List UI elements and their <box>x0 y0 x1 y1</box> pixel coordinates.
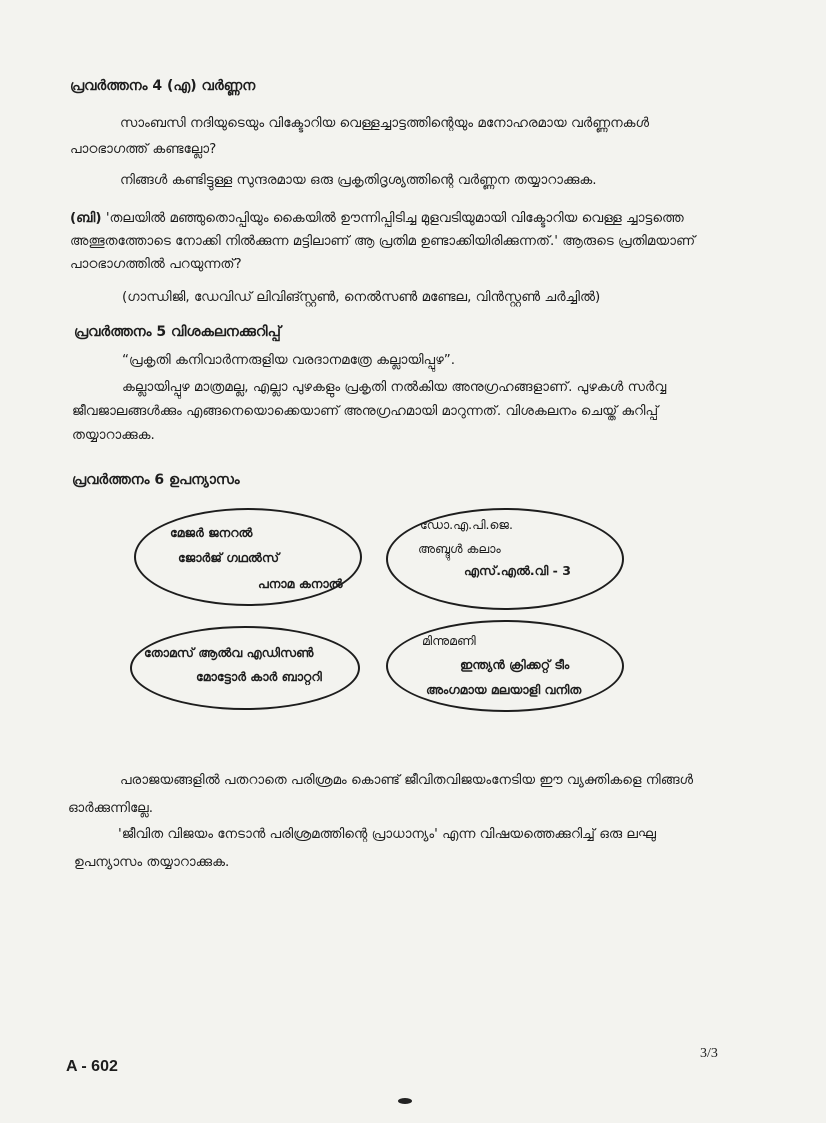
part-b-text: 'തലയിൽ മഞ്ഞുതൊപ്പിയും കൈയിൽ ഊന്നിപ്പിടിച്ച മുളവടിയുമായി വിക്ടോറിയ വെള്ള ച്ചാട്ടത്തെ അത്ഭുതത്തോടെ നോക്കി നിൽക്കുന്ന മട്ടിലാണ് ആ പ്രതിമ ഉണ്ടാക്കിയിരിക്കുന്നത്.' ആരുടെ പ്രതിമയാണ് പാഠഭാഗത്തിൽ പറയുന്നത്? <box>70 210 696 272</box>
activity4-para2: നിങ്ങൾ കണ്ടിട്ടുള്ള സുന്ദരമായ ഒരു പ്രകൃതിദൃശ്യത്തിന്റെ വർണ്ണന തയ്യാറാക്കുക. <box>120 172 597 188</box>
activity4-options: (ഗാന്ധിജി, ഡേവിഡ് ലിവിങ്സ്റ്റൺ, നെൽസൺ മണ്ടേല, വിൻസ്റ്റൺ ചർച്ചിൽ) <box>122 289 601 305</box>
activity4-part-b <box>70 207 730 276</box>
activity6-heading: പ്രവർത്തനം 6 ഉപന്യാസം <box>72 472 240 488</box>
ellipse-2-line1: ഡോ.എ.പി.ജെ. <box>420 517 513 532</box>
ellipse-4-line1: മിന്നുമണി <box>422 633 476 648</box>
page-number: 3/3 <box>700 1046 718 1061</box>
exam-code: A - 602 <box>66 1058 118 1075</box>
activity5-quote: “പ്രകൃതി കനിവാർന്നരുളിയ വരദാനമത്രേ കല്ലായിപ്പുഴ”. <box>122 352 456 368</box>
activity6-para2: 'ജീവിത വിജയം നേടാൻ പരിശ്രമത്തിന്റെ പ്രാധാന്യം' എന്ന വിഷയത്തെക്കുറിച്ച് ഒരു ലഘു ഉപന്യാസം തയ്യാറാക്കുക. <box>74 826 657 870</box>
ellipse-3-line2: മോട്ടോർ കാർ ബാറ്ററി <box>196 669 322 684</box>
ellipse-1-line2: ജോർജ് ഗഥൽസ് <box>178 550 280 565</box>
ellipse-1-line1: മേജർ ജനറൽ <box>170 525 253 540</box>
ink-mark <box>398 1098 412 1104</box>
ellipse-3-line1: തോമസ് ആൽവ എഡിസൺ <box>144 645 314 660</box>
ellipse-4-line3: അംഗമായ മലയാളി വനിത <box>426 682 582 697</box>
activity5-para: കല്ലായിപ്പുഴ മാത്രമല്ല, എല്ലാ പുഴകളും പ്രകൃതി നൽകിയ അനുഗ്രഹങ്ങളാണ്. പുഴകൾ സർവ്വ ജീവജാലങ്ങൾക്കും എങ്ങനെയൊക്കെയാണ് അനുഗ്രഹമായി മാറുന്നത്. വിശകലനം ചെയ്ത് കുറിപ്പ് തയ്യാറാക്കുക. <box>72 379 667 443</box>
ellipse-2-line2: അബ്ദുൾ കലാം <box>418 541 501 556</box>
activity4-para1: സാംബസി നദിയുടെയും വിക്ടോറിയ വെള്ളച്ചാട്ടത്തിന്റെയും മനോഹരമായ വർണ്ണനകൾ പാഠഭാഗത്ത് കണ്ടല്ലോ? <box>70 115 650 157</box>
ellipse-4-line2: ഇന്ത്യൻ ക്രിക്കറ്റ് ടീം <box>460 657 570 672</box>
activity6-para1: പരാജയങ്ങളിൽ പതറാതെ പരിശ്രമം കൊണ്ട് ജീവിതവിജയംനേടിയ ഈ വ്യക്തികളെ നിങ്ങൾ ഓർക്കുന്നില്ലേ. <box>68 772 694 816</box>
activity5-heading: പ്രവർത്തനം 5 വിശകലനക്കുറിപ്പ് <box>74 324 281 340</box>
ellipse-2-line3: എസ്.എൽ.വി - 3 <box>464 563 571 578</box>
activity4-heading: പ്രവർത്തനം 4 (എ) വർണ്ണന <box>70 78 256 94</box>
part-b-label: (ബി) <box>70 210 102 226</box>
ellipse-1-line3: പനാമ കനാൽ <box>258 576 343 591</box>
